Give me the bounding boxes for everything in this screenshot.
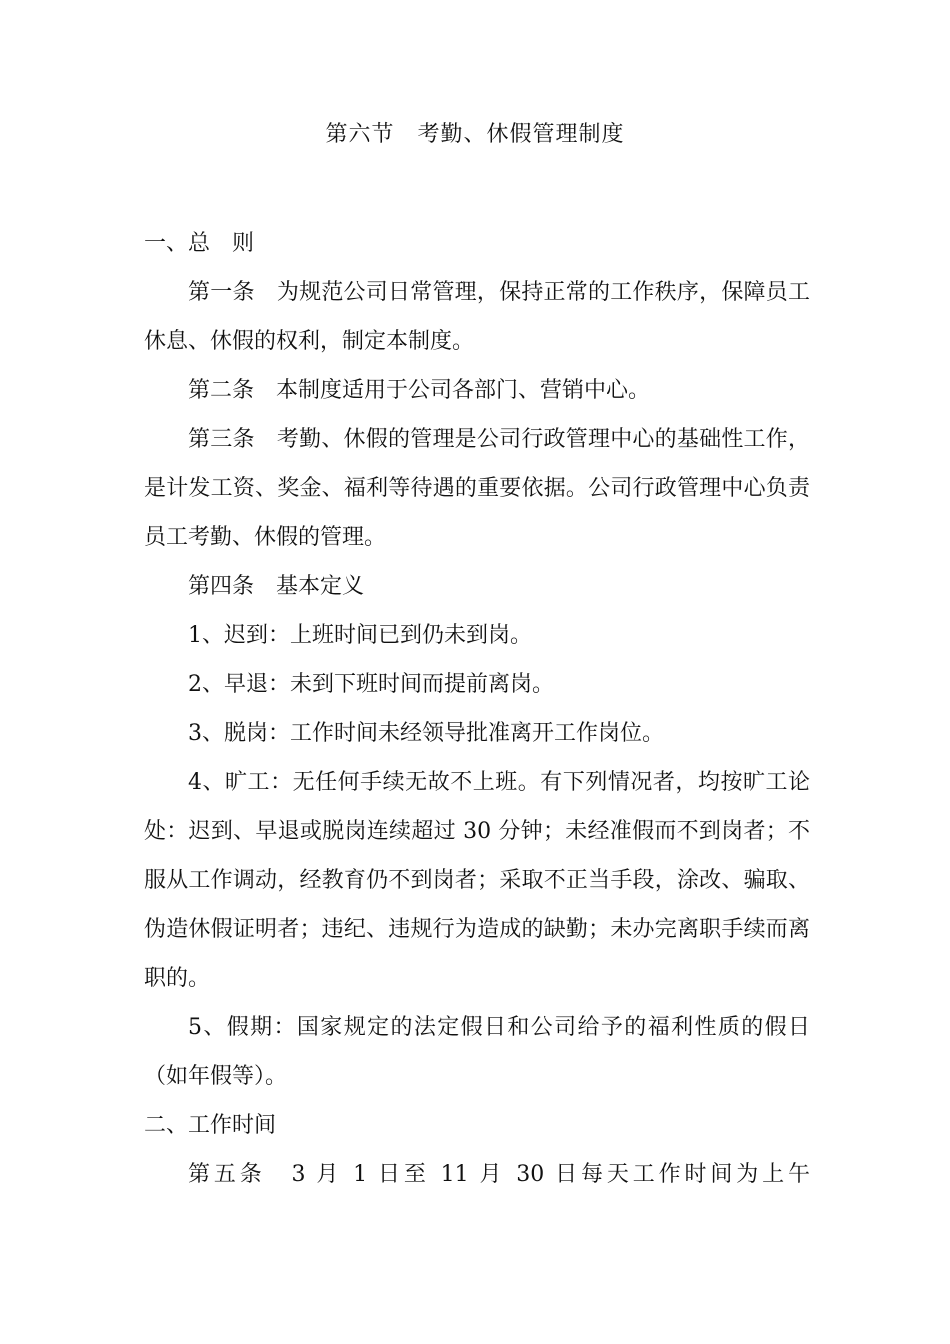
definition-late: 1、迟到：上班时间已到仍未到岗。 bbox=[188, 623, 532, 648]
definition-leave-early: 2、早退：未到下班时间而提前离岗。 bbox=[188, 672, 554, 697]
article-2: 第二条 本制度适用于公司各部门、营销中心。 bbox=[188, 378, 651, 403]
chapter-heading-working-hours: 二、工作时间 bbox=[144, 1113, 277, 1138]
section-title: 第六节 考勤、休假管理制度 bbox=[325, 122, 625, 147]
article-4: 第四条 基本定义 bbox=[188, 574, 365, 599]
article-5: 第五条 3 月 1 日至 11 月 30 日每天工作时间为上午 bbox=[188, 1162, 810, 1187]
definition-off-post: 3、脱岗：工作时间未经领导批准离开工作岗位。 bbox=[188, 721, 664, 746]
document-body bbox=[144, 219, 810, 1199]
definition-holiday: 5、假期：国家规定的法定假日和公司给予的福利性质的假日（如年假等）。 bbox=[144, 1015, 810, 1089]
article-3: 第三条 考勤、休假的管理是公司行政管理中心的基础性工作，是计发工资、奖金、福利等待遇的重要依据。公司行政管理中心负责员工考勤、休假的管理。 bbox=[144, 427, 810, 550]
definition-absenteeism: 4、旷工：无任何手续无故不上班。有下列情况者，均按旷工论处：迟到、早退或脱岗连续超过 30 分钟；未经准假而不到岗者；不服从工作调动，经教育仍不到岗者；采取不正当手段，涂改、骗取、伪造休假证明者；违纪、违规行为造成的缺勤；未办完离职手续而离职的。 bbox=[144, 770, 810, 991]
chapter-heading-general: 一、总 则 bbox=[144, 231, 255, 256]
article-1: 第一条 为规范公司日常管理，保持正常的工作秩序，保障员工休息、休假的权利，制定本制度。 bbox=[144, 280, 810, 354]
